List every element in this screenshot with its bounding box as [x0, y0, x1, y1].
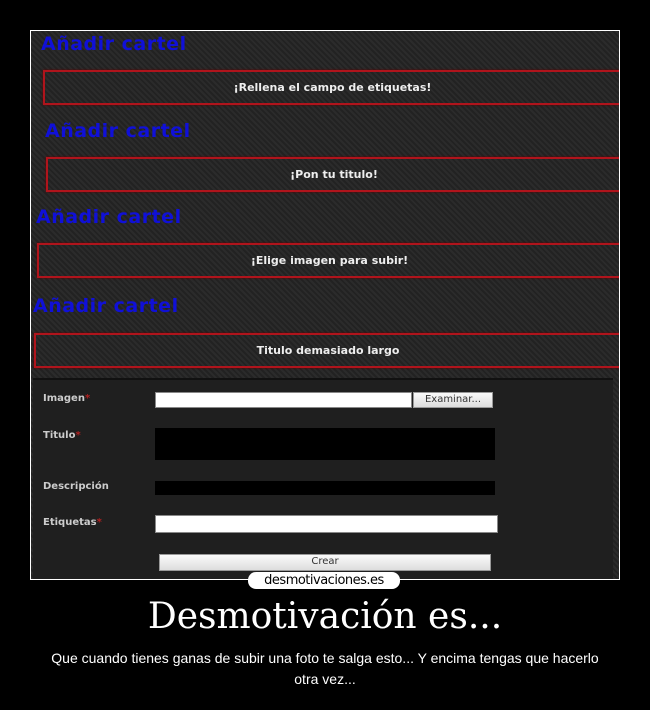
label-text: Etiquetas: [43, 517, 97, 528]
error-message: ¡Elige imagen para subir!: [37, 243, 620, 278]
descripcion-input[interactable]: [155, 481, 495, 495]
section-heading: Añadir cartel: [45, 120, 191, 142]
titulo-input[interactable]: [155, 428, 495, 460]
site-logo: desmotivaciones.es: [248, 572, 400, 589]
descripcion-label: Descripción: [43, 481, 109, 492]
label-text: Imagen: [43, 393, 85, 404]
poster-image: [30, 30, 620, 580]
etiquetas-input[interactable]: [155, 515, 498, 533]
section-heading: Añadir cartel: [36, 206, 182, 228]
etiquetas-label: [43, 517, 102, 528]
crear-button[interactable]: Crear: [159, 554, 491, 571]
required-mark: *: [75, 430, 81, 441]
required-mark: *: [84, 393, 91, 404]
imagen-input[interactable]: [155, 392, 412, 408]
section-heading: Añadir cartel: [33, 295, 179, 317]
required-mark: *: [96, 517, 102, 528]
poster-caption: Que cuando tienes ganas de subir una foto te salga esto... Y encima tengas que hacerlo otra vez...: [51, 650, 599, 687]
imagen-label: [43, 393, 90, 404]
upload-form: [33, 378, 613, 580]
label-text: Titulo: [43, 430, 76, 441]
poster-title: Desmotivación es...: [147, 596, 503, 637]
error-message: ¡Rellena el campo de etiquetas!: [43, 70, 620, 105]
browse-button[interactable]: Examinar...: [413, 392, 493, 408]
section-heading: Añadir cartel: [41, 33, 187, 55]
titulo-label: [43, 430, 81, 441]
error-message: Titulo demasiado largo: [34, 333, 620, 368]
error-message: ¡Pon tu titulo!: [46, 157, 620, 192]
